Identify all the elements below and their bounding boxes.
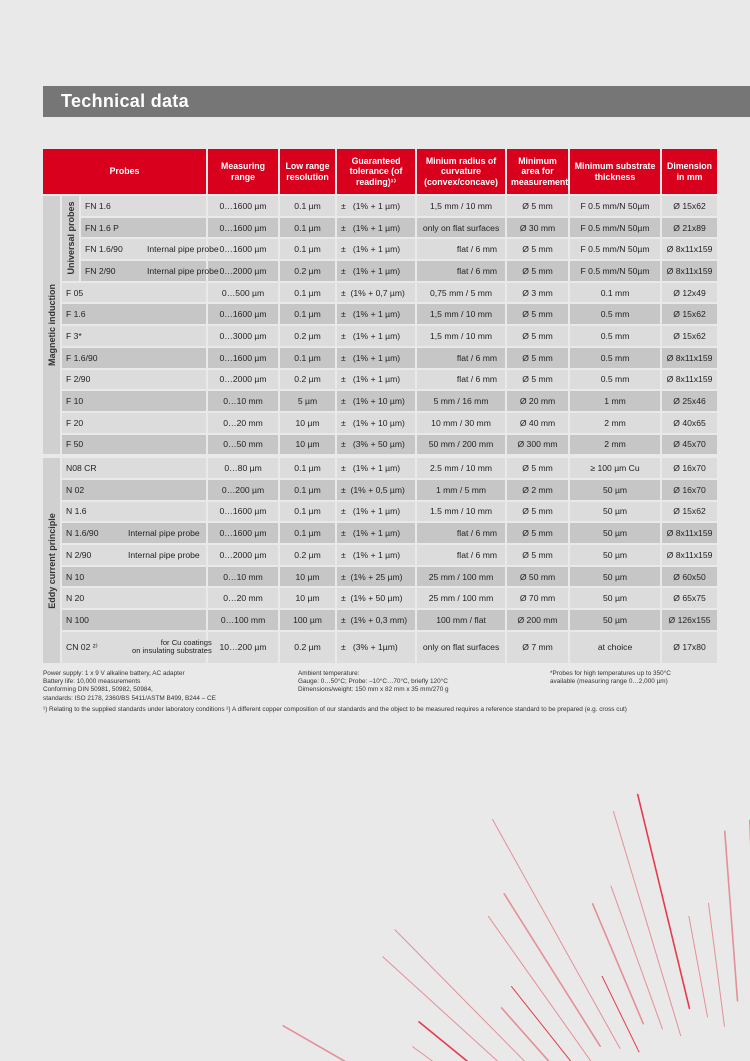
radius-cell: 100 mm / flat: [417, 610, 505, 630]
substrate-thickness-cell: 1 mm: [570, 391, 660, 411]
probe-cell: [62, 391, 206, 411]
ray-line: [602, 976, 639, 1051]
area-cell: Ø 30 mm: [507, 218, 568, 238]
substrate-thickness-cell: 0.5 mm: [570, 304, 660, 324]
probe-name: F 10: [66, 396, 84, 407]
resolution-cell: 0.1 µm: [280, 239, 335, 259]
tolerance-cell: ± (3% + 1µm): [337, 632, 415, 663]
area-cell: Ø 5 mm: [507, 261, 568, 281]
substrate-thickness-cell: 50 µm: [570, 480, 660, 500]
area-cell: Ø 5 mm: [507, 370, 568, 390]
probe-cell: [62, 348, 206, 368]
header-substrate-thickness: Minimum substrate thickness: [570, 149, 660, 194]
tolerance-cell: ± (1% + 0,7 µm): [337, 283, 415, 303]
table-row: [43, 435, 717, 455]
resolution-cell: 0.1 µm: [280, 196, 335, 216]
measuring-range-cell: 0…100 mm: [208, 610, 278, 630]
ray-line: [283, 1026, 500, 1061]
probe-name: N 20: [66, 593, 85, 604]
table-row: [43, 610, 717, 630]
probe-note: Internal pipe probe: [147, 244, 219, 255]
substrate-thickness-cell: F 0.5 mm/N 50µm: [570, 196, 660, 216]
radius-cell: flat / 6 mm: [417, 261, 505, 281]
radius-cell: flat / 6 mm: [417, 523, 505, 543]
radius-cell: 1,5 mm / 10 mm: [417, 304, 505, 324]
measuring-range-cell: 10…200 µm: [208, 632, 278, 663]
radius-cell: flat / 6 mm: [417, 348, 505, 368]
tolerance-cell: ± (3% + 50 µm): [337, 435, 415, 455]
ray-line: [689, 917, 708, 1017]
ray-line: [493, 819, 620, 1048]
notes-high-temp-column: [550, 670, 671, 686]
resolution-cell: 0.1 µm: [280, 283, 335, 303]
probe-name: F 2/90: [66, 374, 91, 385]
table-row: [43, 218, 717, 238]
tolerance-cell: ± (1% + 1 µm): [337, 370, 415, 390]
measuring-range-cell: 0…1600 µm: [208, 523, 278, 543]
dimension-cell: Ø 15x62: [662, 326, 717, 346]
resolution-cell: 0.2 µm: [280, 370, 335, 390]
radius-cell: 1 mm / 5 mm: [417, 480, 505, 500]
radius-cell: 1.5 mm / 10 mm: [417, 502, 505, 522]
probe-cell: [62, 283, 206, 303]
probe-cell: [62, 480, 206, 500]
area-cell: Ø 5 mm: [507, 502, 568, 522]
area-cell: Ø 5 mm: [507, 523, 568, 543]
area-cell: Ø 70 mm: [507, 588, 568, 608]
probe-note: for Cu coatings on insulating substrates: [132, 637, 212, 656]
radius-cell: 25 mm / 100 mm: [417, 567, 505, 587]
radius-cell: flat / 6 mm: [417, 370, 505, 390]
probe-cell: [62, 632, 212, 663]
ray-line: [613, 812, 680, 1036]
substrate-thickness-cell: 2 mm: [570, 413, 660, 433]
substrate-thickness-cell: 50 µm: [570, 523, 660, 543]
measuring-range-cell: 0…1600 µm: [208, 218, 278, 238]
area-cell: Ø 7 mm: [507, 632, 568, 663]
ray-line: [593, 904, 644, 1024]
measuring-range-cell: 0…2000 µm: [208, 370, 278, 390]
resolution-cell: 0.1 µm: [280, 480, 335, 500]
header-minimum-radius: Minium radius of curvature (convex/concave): [417, 149, 505, 194]
tolerance-cell: ± (1% + 1 µm): [337, 523, 415, 543]
resolution-cell: 0.2 µm: [280, 326, 335, 346]
ray-line: [419, 1022, 527, 1061]
dimension-cell: Ø 8x11x159: [662, 545, 717, 565]
table-row: [43, 567, 717, 587]
dimension-cell: Ø 40x65: [662, 413, 717, 433]
measuring-range-cell: 0…200 µm: [208, 480, 278, 500]
tolerance-cell: ± (1% + 0,5 µm): [337, 480, 415, 500]
probe-name: N 2/90: [66, 549, 92, 560]
resolution-cell: 0.1 µm: [280, 304, 335, 324]
note-line: Power supply: 1 x 9 V alkaline battery, AC adapter: [43, 670, 185, 677]
tolerance-cell: ± (1% + 1 µm): [337, 239, 415, 259]
dimension-cell: Ø 17x80: [662, 632, 717, 663]
probe-cell: [62, 588, 206, 608]
substrate-thickness-cell: 50 µm: [570, 610, 660, 630]
resolution-cell: 100 µm: [280, 610, 335, 630]
resolution-cell: 0.1 µm: [280, 502, 335, 522]
tolerance-cell: ± (1% + 1 µm): [337, 456, 415, 478]
radius-cell: 2.5 mm / 10 mm: [417, 456, 505, 478]
resolution-cell: 0.1 µm: [280, 218, 335, 238]
footnote: ¹) Relating to the supplied standards under laboratory conditions ²) A different copper composition of our standards and the object to be measured requires a reference standard to be prepared (e.g. cross cut): [43, 706, 627, 713]
table-row: [43, 348, 717, 368]
page-title: Technical data: [61, 91, 189, 111]
area-cell: Ø 5 mm: [507, 456, 568, 478]
probe-cell: [62, 523, 206, 543]
measuring-range-cell: 0…1600 µm: [208, 502, 278, 522]
note-line: Ambient temperature:: [298, 670, 360, 677]
ray-line: [725, 831, 738, 1001]
dimension-cell: Ø 65x75: [662, 588, 717, 608]
probe-cell: [81, 261, 219, 281]
tolerance-cell: ± (1% + 1 µm): [337, 502, 415, 522]
group-label-cell: [43, 456, 60, 663]
substrate-thickness-cell: 0.5 mm: [570, 348, 660, 368]
table-row: [43, 588, 717, 608]
radius-cell: 1,5 mm / 10 mm: [417, 326, 505, 346]
dimension-cell: Ø 25x46: [662, 391, 717, 411]
radius-cell: flat / 6 mm: [417, 239, 505, 259]
probe-name: N 100: [66, 614, 89, 625]
table-row: [43, 239, 717, 259]
table-row: [43, 283, 717, 303]
note-line: Battery life: 10,000 measurements: [43, 678, 141, 686]
resolution-cell: 5 µm: [280, 391, 335, 411]
header-dimension: Dimension in mm: [662, 149, 717, 194]
ray-line: [488, 916, 600, 1061]
radius-cell: 1,5 mm / 10 mm: [417, 196, 505, 216]
table-row: [43, 480, 717, 500]
area-cell: Ø 5 mm: [507, 304, 568, 324]
probe-cell: [81, 218, 206, 238]
substrate-thickness-cell: 0.5 mm: [570, 370, 660, 390]
area-cell: Ø 3 mm: [507, 283, 568, 303]
resolution-cell: 10 µm: [280, 567, 335, 587]
ray-line: [413, 1047, 537, 1061]
area-cell: Ø 50 mm: [507, 567, 568, 587]
probe-cell: [62, 456, 206, 478]
ray-line: [395, 930, 566, 1061]
probe-cell: [62, 502, 206, 522]
tolerance-cell: ± (1% + 1 µm): [337, 196, 415, 216]
resolution-cell: 0.1 µm: [280, 348, 335, 368]
measuring-range-cell: 0…1600 µm: [208, 239, 278, 259]
ray-line: [638, 795, 690, 1009]
measuring-range-cell: 0…80 µm: [208, 456, 278, 478]
dimension-cell: Ø 8x11x159: [662, 348, 717, 368]
tolerance-cell: ± (1% + 25 µm): [337, 567, 415, 587]
note-line: Gauge: 0…50°C; Probe: –10°C…70°C, briefly 120°C: [298, 678, 448, 686]
probe-name: F 1.6/90: [66, 352, 98, 363]
header-low-range-resolution: Low range resolution: [280, 149, 335, 194]
probe-name: F 1.6: [66, 309, 86, 320]
group-label-cell: [43, 196, 60, 454]
measuring-range-cell: 0…1600 µm: [208, 196, 278, 216]
resolution-cell: 0.2 µm: [280, 545, 335, 565]
substrate-thickness-cell: 0.1 mm: [570, 283, 660, 303]
probe-cell: [62, 545, 206, 565]
probe-name: N 1.6/90: [66, 528, 99, 539]
tolerance-cell: ± (1% + 1 µm): [337, 304, 415, 324]
resolution-cell: 0.1 µm: [280, 523, 335, 543]
table-row: [43, 261, 717, 281]
technical-data-table: [43, 149, 713, 663]
notes-power-column: [43, 670, 216, 703]
ray-line: [383, 957, 547, 1061]
resolution-cell: 10 µm: [280, 588, 335, 608]
substrate-thickness-cell: 50 µm: [570, 567, 660, 587]
tolerance-cell: ± (1% + 1 µm): [337, 261, 415, 281]
header-banner: [43, 86, 750, 117]
subgroup-label-cell: [62, 196, 79, 281]
probe-name: N08 CR: [66, 463, 97, 474]
dimension-cell: Ø 21x89: [662, 218, 717, 238]
radius-cell: only on flat surfaces: [417, 632, 505, 663]
dimension-cell: Ø 15x62: [662, 304, 717, 324]
measuring-range-cell: 0…2000 µm: [208, 261, 278, 281]
probe-name: CN 02 ²⁾: [66, 641, 98, 652]
measuring-range-cell: 0…50 mm: [208, 435, 278, 455]
probe-cell: [62, 326, 206, 346]
substrate-thickness-cell: F 0.5 mm/N 50µm: [570, 218, 660, 238]
substrate-thickness-cell: 2 mm: [570, 435, 660, 455]
tolerance-cell: ± (1% + 1 µm): [337, 218, 415, 238]
dimension-cell: Ø 45x70: [662, 435, 717, 455]
probe-cell: [81, 196, 206, 216]
tolerance-cell: ± (1% + 1 µm): [337, 326, 415, 346]
radius-cell: only on flat surfaces: [417, 218, 505, 238]
radius-cell: 10 mm / 30 mm: [417, 413, 505, 433]
measuring-range-cell: 0…2000 µm: [208, 545, 278, 565]
probe-name: F 3*: [66, 330, 82, 341]
dimension-cell: Ø 126x155: [662, 610, 717, 630]
ray-line: [504, 894, 600, 1046]
dimension-cell: Ø 8x11x159: [662, 261, 717, 281]
measuring-range-cell: 0…500 µm: [208, 283, 278, 303]
table-header-row: [43, 149, 717, 194]
probe-cell: [81, 239, 219, 259]
measuring-range-cell: 0…10 mm: [208, 567, 278, 587]
note-line: *Probes for high temperatures up to 350°C: [550, 670, 671, 677]
header-guaranteed-tolerance: Guaranteed tolerance (of reading)¹⁾: [337, 149, 415, 194]
resolution-cell: 0.1 µm: [280, 456, 335, 478]
group-label: Magnetic induction: [46, 284, 57, 367]
tolerance-cell: ± (1% + 1 µm): [337, 545, 415, 565]
area-cell: Ø 5 mm: [507, 326, 568, 346]
probe-name: N 1.6: [66, 506, 87, 517]
probe-name: N 02: [66, 484, 85, 495]
probe-name: N 10: [66, 571, 85, 582]
resolution-cell: 10 µm: [280, 413, 335, 433]
note-line: Conforming DIN 50981, 50982, 50984,: [43, 686, 153, 694]
probe-name: FN 2/90: [85, 265, 116, 276]
probe-note: Internal pipe probe: [128, 549, 200, 560]
probe-name: F 05: [66, 287, 84, 298]
tolerance-cell: ± (1% + 10 µm): [337, 413, 415, 433]
measuring-range-cell: 0…3000 µm: [208, 326, 278, 346]
dimension-cell: Ø 16x70: [662, 456, 717, 478]
probe-note: Internal pipe probe: [128, 528, 200, 539]
probe-name: F 50: [66, 439, 84, 450]
header-minimum-area: Minimum area for measurement: [507, 149, 568, 194]
area-cell: Ø 20 mm: [507, 391, 568, 411]
subgroup-label: Universal probes: [65, 201, 76, 275]
dimension-cell: Ø 15x62: [662, 502, 717, 522]
area-cell: Ø 200 mm: [507, 610, 568, 630]
tolerance-cell: ± (1% + 50 µm): [337, 588, 415, 608]
table-row: [43, 632, 717, 663]
measuring-range-cell: 0…20 mm: [208, 413, 278, 433]
table-row: [43, 545, 717, 565]
decorative-rays-graphic: [0, 740, 750, 1061]
area-cell: Ø 5 mm: [507, 348, 568, 368]
area-cell: Ø 300 mm: [507, 435, 568, 455]
note-line: Dimensions/weight: 150 mm x 82 mm x 35 mm/270 g: [298, 686, 449, 694]
measuring-range-cell: 0…20 mm: [208, 588, 278, 608]
probe-cell: [62, 567, 206, 587]
radius-cell: 25 mm / 100 mm: [417, 588, 505, 608]
ray-line: [708, 903, 724, 1026]
measuring-range-cell: 0…10 mm: [208, 391, 278, 411]
measuring-range-cell: 0…1600 µm: [208, 304, 278, 324]
radius-cell: 0,75 mm / 5 mm: [417, 283, 505, 303]
table-row: [43, 196, 717, 216]
dimension-cell: Ø 12x49: [662, 283, 717, 303]
probe-note: Internal pipe probe: [147, 265, 219, 276]
tolerance-cell: ± (1% + 10 µm): [337, 391, 415, 411]
dimension-cell: Ø 60x50: [662, 567, 717, 587]
header-probes: Probes: [43, 149, 206, 194]
tolerance-cell: ± (1% + 0,3 mm): [337, 610, 415, 630]
probe-cell: [62, 304, 206, 324]
substrate-thickness-cell: 0.5 mm: [570, 326, 660, 346]
probe-cell: [62, 370, 206, 390]
substrate-thickness-cell: F 0.5 mm/N 50µm: [570, 261, 660, 281]
resolution-cell: 0.2 µm: [280, 261, 335, 281]
substrate-thickness-cell: 50 µm: [570, 545, 660, 565]
table-row: [43, 391, 717, 411]
group-label: Eddy current principle: [46, 512, 57, 609]
dimension-cell: Ø 8x11x159: [662, 370, 717, 390]
resolution-cell: 0.2 µm: [280, 632, 335, 663]
table-row: [43, 304, 717, 324]
radius-cell: flat / 6 mm: [417, 545, 505, 565]
dimension-cell: Ø 16x70: [662, 480, 717, 500]
table-row: [43, 326, 717, 346]
tolerance-cell: ± (1% + 1 µm): [337, 348, 415, 368]
substrate-thickness-cell: F 0.5 mm/N 50µm: [570, 239, 660, 259]
probe-cell: [62, 413, 206, 433]
header-measuring-range: Measuring range: [208, 149, 278, 194]
area-cell: Ø 5 mm: [507, 239, 568, 259]
measuring-range-cell: 0…1600 µm: [208, 348, 278, 368]
radius-cell: 50 mm / 200 mm: [417, 435, 505, 455]
table-row: [43, 370, 717, 390]
probe-cell: [62, 435, 206, 455]
probe-name: FN 1.6/90: [85, 244, 123, 255]
resolution-cell: 10 µm: [280, 435, 335, 455]
ray-line: [502, 1008, 562, 1061]
notes-ambient-column: [298, 670, 449, 695]
substrate-thickness-cell: ≥ 100 µm Cu: [570, 456, 660, 478]
radius-cell: 5 mm / 16 mm: [417, 391, 505, 411]
substrate-thickness-cell: 50 µm: [570, 588, 660, 608]
probe-name: FN 1.6: [85, 200, 111, 211]
area-cell: Ø 2 mm: [507, 480, 568, 500]
area-cell: Ø 5 mm: [507, 196, 568, 216]
area-cell: Ø 40 mm: [507, 413, 568, 433]
note-line: available (measuring range 0…2,000 µm): [550, 678, 668, 686]
dimension-cell: Ø 15x62: [662, 196, 717, 216]
substrate-thickness-cell: at choice: [570, 632, 660, 663]
dimension-cell: Ø 8x11x159: [662, 239, 717, 259]
probe-cell: [62, 610, 206, 630]
table-row: [43, 502, 717, 522]
table-row: [43, 413, 717, 433]
substrate-thickness-cell: 50 µm: [570, 502, 660, 522]
note-line: standards: ISO 2178, 2360/BS 5411/ASTM B499, B244 – CE: [43, 694, 216, 702]
table-row: [43, 456, 717, 478]
probe-name: F 20: [66, 417, 84, 428]
dimension-cell: Ø 8x11x159: [662, 523, 717, 543]
area-cell: Ø 5 mm: [507, 545, 568, 565]
table-row: [43, 523, 717, 543]
probe-name: FN 1.6 P: [85, 222, 119, 233]
